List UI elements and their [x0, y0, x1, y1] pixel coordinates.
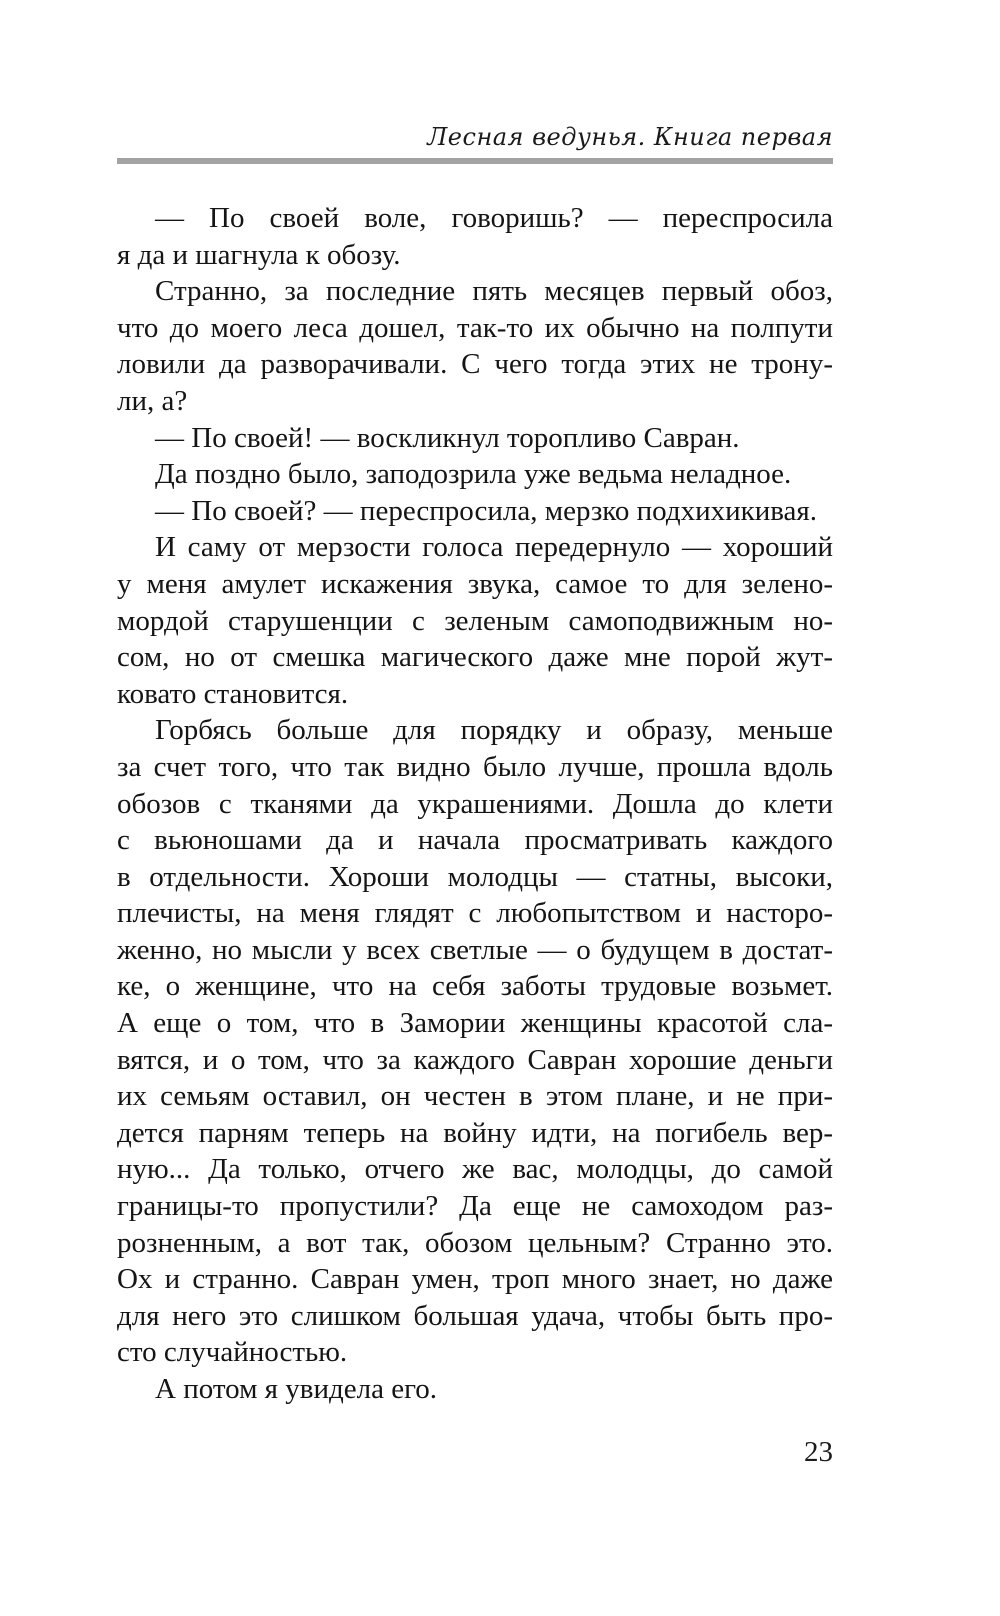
text-line: Горбясь больше для порядку и образу, меньше	[155, 714, 833, 747]
text-line: — По своей? — переспросила, мерзко подхихикивая.	[155, 494, 818, 527]
text-line: их семьям оставил, он честен в этом плане, и не при-	[117, 1080, 833, 1113]
text-line: сом, но от смешка магического даже мне порой жут-	[117, 641, 833, 674]
text-line: Да поздно было, заподозрила уже ведьма неладное.	[155, 458, 792, 491]
text-line: И саму от мерзости голоса передернуло — хороший	[155, 531, 833, 564]
text-line: обозов с тканями да украшениями. Дошла до клети	[117, 787, 833, 820]
text-line: ную... Да только, отчего же вас, молодцы, до самой	[117, 1153, 833, 1186]
text-line: для него это слишком большая удача, чтобы быть про-	[117, 1299, 833, 1332]
text-line: — По своей! — воскликнул торопливо Савран.	[155, 421, 740, 454]
text-line: ковато становится.	[117, 677, 349, 710]
body-text	[117, 200, 833, 1408]
running-title: Лесная ведунья. Книга первая	[427, 123, 833, 151]
text-line: А потом я увидела его.	[155, 1373, 437, 1405]
text-line: ке, о женщине, что на себя заботы трудовые возьмет.	[117, 970, 833, 1003]
header-rule	[117, 158, 833, 164]
text-line: ли, а?	[117, 384, 188, 417]
text-line: за счет того, что так видно было лучше, прошла вдоль	[117, 750, 833, 783]
text-line: у меня амулет искажения звука, самое то для зелено-	[117, 567, 833, 600]
text-line: А еще о том, что в Замории женщины красотой сла-	[117, 1007, 833, 1040]
text-line: розненным, а вот так, обозом цельным? Странно это.	[117, 1226, 833, 1259]
text-line: сто случайностью.	[117, 1336, 348, 1369]
text-line: Странно, за последние пять месяцев первый обоз,	[155, 275, 833, 308]
text-line: Ох и странно. Савран умен, троп много знает, но даже	[117, 1263, 833, 1296]
text-line: с вьюношами да и начала просматривать каждого	[117, 824, 833, 857]
text-line: женно, но мысли у всех светлые — о будущем в достат-	[117, 933, 833, 966]
text-line: вятся, и о том, что за каждого Савран хорошие деньги	[117, 1043, 833, 1076]
text-line: мордой старушенции с зеленым самоподвижным но-	[117, 604, 833, 637]
text-line: в отдельности. Хороши молодцы — статны, высоки,	[117, 860, 833, 893]
text-line: — По своей воле, говоришь? — переспросила	[155, 202, 833, 234]
text-line: я да и шагнула к обозу.	[117, 238, 401, 271]
text-line: границы-то пропустили? Да еще не самоходом раз-	[117, 1190, 833, 1223]
page-number: 23	[804, 1436, 833, 1468]
text-line: ловили да разворачивали. С чего тогда этих не трону-	[117, 348, 833, 381]
text-line: что до моего леса дошел, так-то их обычно на полпути	[117, 311, 833, 344]
text-line: плечисты, на меня глядят с любопытством и насторо-	[117, 897, 833, 930]
text-line: дется парням теперь на войну идти, на погибель вер-	[117, 1116, 833, 1149]
